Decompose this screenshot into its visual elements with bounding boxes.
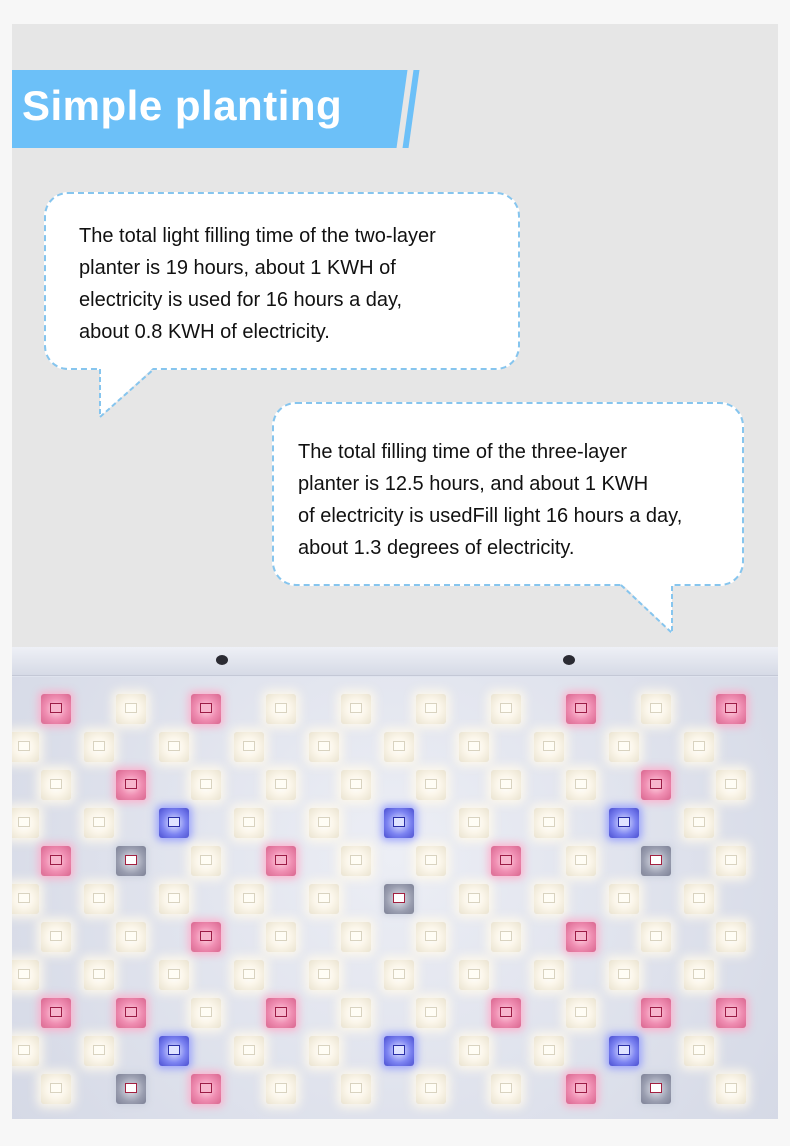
led-white — [459, 732, 489, 762]
led-white — [716, 846, 746, 876]
led-chip — [125, 855, 137, 865]
led-white — [416, 694, 446, 724]
bubble-tail — [92, 367, 162, 422]
led-white — [534, 960, 564, 990]
led-red — [191, 1074, 221, 1104]
led-chip — [18, 1045, 30, 1055]
led-chip — [468, 817, 480, 827]
led-chip — [425, 931, 437, 941]
led-chip — [500, 1083, 512, 1093]
led-ir — [116, 846, 146, 876]
led-white — [41, 770, 71, 800]
led-chip — [350, 855, 362, 865]
led-chip — [693, 817, 705, 827]
led-chip — [200, 931, 212, 941]
led-white — [566, 998, 596, 1028]
led-chip — [500, 703, 512, 713]
led-white — [12, 732, 39, 762]
page-title: Simple planting — [22, 82, 343, 129]
led-chip — [468, 741, 480, 751]
led-grow-light-panel — [12, 647, 778, 1119]
led-chip — [200, 703, 212, 713]
led-white — [609, 960, 639, 990]
led-white — [684, 732, 714, 762]
led-chip — [575, 703, 587, 713]
led-chip — [725, 855, 737, 865]
led-chip — [650, 779, 662, 789]
led-chip — [125, 1007, 137, 1017]
led-red — [41, 846, 71, 876]
led-chip — [500, 855, 512, 865]
led-blue — [609, 808, 639, 838]
led-chip — [93, 1045, 105, 1055]
led-chip — [350, 1083, 362, 1093]
led-chip — [425, 855, 437, 865]
led-chip — [275, 855, 287, 865]
led-chip — [575, 931, 587, 941]
led-white — [684, 960, 714, 990]
led-chip — [50, 703, 62, 713]
led-chip — [200, 1083, 212, 1093]
led-white — [491, 1074, 521, 1104]
bubble-tail — [617, 583, 677, 638]
led-red — [266, 998, 296, 1028]
led-chip — [125, 703, 137, 713]
led-white — [341, 770, 371, 800]
led-chip — [575, 1083, 587, 1093]
led-chip — [575, 1007, 587, 1017]
led-chip — [650, 855, 662, 865]
led-chip — [168, 893, 180, 903]
led-chip — [618, 893, 630, 903]
led-red — [641, 770, 671, 800]
bubble-line: planter is 19 hours, about 1 KWH of — [79, 257, 396, 279]
led-chip — [575, 779, 587, 789]
led-white — [41, 922, 71, 952]
led-white — [84, 1036, 114, 1066]
led-chip — [200, 779, 212, 789]
led-chip — [575, 855, 587, 865]
led-chip — [93, 893, 105, 903]
led-chip — [543, 969, 555, 979]
led-chip — [18, 893, 30, 903]
led-white — [459, 1036, 489, 1066]
led-white — [491, 694, 521, 724]
led-chip — [725, 1083, 737, 1093]
led-chip — [50, 855, 62, 865]
led-white — [116, 922, 146, 952]
bubble-line: electricity is used for 16 hours a day, — [79, 289, 403, 311]
led-chip — [18, 969, 30, 979]
led-white — [566, 770, 596, 800]
led-chip — [693, 741, 705, 751]
led-chip — [243, 893, 255, 903]
led-white — [341, 846, 371, 876]
led-white — [341, 1074, 371, 1104]
led-chip — [543, 1045, 555, 1055]
led-chip — [393, 817, 405, 827]
led-red — [41, 998, 71, 1028]
led-white — [341, 998, 371, 1028]
led-white — [159, 732, 189, 762]
led-chip — [543, 817, 555, 827]
led-white — [384, 732, 414, 762]
led-white — [641, 922, 671, 952]
led-chip — [125, 779, 137, 789]
led-chip — [425, 1083, 437, 1093]
led-white — [684, 808, 714, 838]
led-chip — [650, 931, 662, 941]
led-white — [341, 922, 371, 952]
led-red — [566, 694, 596, 724]
led-chip — [50, 931, 62, 941]
led-red — [491, 846, 521, 876]
led-red — [116, 770, 146, 800]
led-chip — [318, 893, 330, 903]
led-white — [416, 846, 446, 876]
led-chip — [93, 817, 105, 827]
led-chip — [693, 969, 705, 979]
screw-icon — [563, 655, 575, 665]
screw-icon — [216, 655, 228, 665]
led-white — [159, 960, 189, 990]
led-white — [684, 1036, 714, 1066]
bubble-line: about 1.3 degrees of electricity. — [298, 537, 575, 559]
led-white — [12, 808, 39, 838]
led-chip — [543, 893, 555, 903]
led-chip — [275, 931, 287, 941]
led-chip — [168, 969, 180, 979]
led-chip — [500, 779, 512, 789]
led-blue — [159, 808, 189, 838]
led-chip — [693, 1045, 705, 1055]
led-red — [641, 998, 671, 1028]
led-chip — [393, 969, 405, 979]
led-white — [266, 694, 296, 724]
info-bubble-two-layer — [44, 192, 520, 370]
led-white — [609, 732, 639, 762]
led-white — [84, 960, 114, 990]
led-white — [491, 922, 521, 952]
led-white — [309, 732, 339, 762]
bubble-line: planter is 12.5 hours, and about 1 KWH — [298, 473, 649, 495]
led-chip — [425, 1007, 437, 1017]
product-image-frame — [12, 24, 778, 1119]
led-chip — [725, 703, 737, 713]
led-chip — [350, 1007, 362, 1017]
led-chip — [125, 931, 137, 941]
bubble-line: The total filling time of the three-layer — [298, 441, 628, 463]
led-white — [159, 884, 189, 914]
led-chip — [393, 741, 405, 751]
led-white — [534, 808, 564, 838]
led-chip — [125, 1083, 137, 1093]
led-white — [716, 922, 746, 952]
bubble-line: about 0.8 KWH of electricity. — [79, 321, 330, 343]
led-white — [84, 884, 114, 914]
led-red — [716, 998, 746, 1028]
led-white — [534, 884, 564, 914]
led-chip — [93, 741, 105, 751]
led-white — [716, 770, 746, 800]
led-white — [384, 960, 414, 990]
led-white — [459, 960, 489, 990]
bubble-line: The total light filling time of the two-layer — [79, 225, 436, 247]
led-red — [566, 922, 596, 952]
led-chip — [468, 969, 480, 979]
led-chip — [168, 1045, 180, 1055]
led-white — [609, 884, 639, 914]
led-chip — [18, 817, 30, 827]
led-white — [12, 960, 39, 990]
led-white — [84, 732, 114, 762]
led-chip — [93, 969, 105, 979]
led-white — [234, 808, 264, 838]
led-white — [459, 884, 489, 914]
led-white — [41, 1074, 71, 1104]
info-bubble-three-layer — [272, 402, 744, 586]
bubble-line: of electricity is usedFill light 16 hours a day, — [298, 505, 683, 527]
led-chip — [468, 893, 480, 903]
led-white — [416, 1074, 446, 1104]
led-chip — [650, 1083, 662, 1093]
led-blue — [384, 1036, 414, 1066]
led-white — [191, 770, 221, 800]
led-red — [191, 694, 221, 724]
led-chip — [618, 741, 630, 751]
led-chip — [500, 1007, 512, 1017]
led-white — [12, 1036, 39, 1066]
led-blue — [384, 808, 414, 838]
led-red — [716, 694, 746, 724]
led-white — [309, 960, 339, 990]
led-red — [41, 694, 71, 724]
led-chip — [318, 817, 330, 827]
led-chip — [393, 1045, 405, 1055]
led-chip — [650, 703, 662, 713]
led-white — [641, 694, 671, 724]
led-chip — [318, 741, 330, 751]
led-ir — [116, 1074, 146, 1104]
led-chip — [618, 1045, 630, 1055]
led-chip — [318, 1045, 330, 1055]
led-chip — [18, 741, 30, 751]
led-chip — [275, 1083, 287, 1093]
led-chip — [725, 1007, 737, 1017]
led-chip — [168, 741, 180, 751]
led-white — [534, 1036, 564, 1066]
led-white — [566, 846, 596, 876]
led-red — [266, 846, 296, 876]
led-chip — [275, 703, 287, 713]
led-chip — [200, 1007, 212, 1017]
led-white — [416, 770, 446, 800]
led-chip — [50, 1007, 62, 1017]
panel-top-strip — [12, 647, 778, 676]
led-chip — [543, 741, 555, 751]
led-chip — [275, 1007, 287, 1017]
led-chip — [393, 893, 405, 903]
led-white — [116, 694, 146, 724]
led-chip — [725, 931, 737, 941]
led-white — [266, 922, 296, 952]
led-white — [234, 732, 264, 762]
led-white — [234, 960, 264, 990]
led-chip — [243, 741, 255, 751]
led-chip — [618, 817, 630, 827]
led-chip — [425, 779, 437, 789]
led-chip — [468, 1045, 480, 1055]
title-banner — [12, 70, 382, 148]
led-chip — [618, 969, 630, 979]
led-white — [191, 846, 221, 876]
led-chip — [318, 969, 330, 979]
led-red — [116, 998, 146, 1028]
led-white — [684, 884, 714, 914]
led-chip — [500, 931, 512, 941]
led-chip — [725, 779, 737, 789]
led-white — [716, 1074, 746, 1104]
led-ir — [641, 1074, 671, 1104]
led-ir — [641, 846, 671, 876]
led-white — [191, 998, 221, 1028]
led-chip — [350, 703, 362, 713]
led-chip — [200, 855, 212, 865]
led-white — [12, 884, 39, 914]
led-chip — [350, 779, 362, 789]
led-white — [309, 884, 339, 914]
led-blue — [609, 1036, 639, 1066]
led-chip — [50, 779, 62, 789]
led-chip — [693, 893, 705, 903]
led-blue — [159, 1036, 189, 1066]
led-white — [459, 808, 489, 838]
led-chip — [243, 1045, 255, 1055]
led-chip — [275, 779, 287, 789]
led-white — [234, 884, 264, 914]
led-white — [266, 770, 296, 800]
led-chip — [243, 817, 255, 827]
led-white — [266, 1074, 296, 1104]
led-white — [234, 1036, 264, 1066]
led-red — [191, 922, 221, 952]
led-white — [309, 1036, 339, 1066]
led-white — [416, 998, 446, 1028]
led-white — [341, 694, 371, 724]
led-red — [491, 998, 521, 1028]
led-white — [416, 922, 446, 952]
led-ir — [384, 884, 414, 914]
led-white — [534, 732, 564, 762]
led-grid — [12, 677, 778, 1119]
led-white — [491, 770, 521, 800]
led-chip — [650, 1007, 662, 1017]
led-white — [84, 808, 114, 838]
led-white — [309, 808, 339, 838]
led-chip — [50, 1083, 62, 1093]
led-chip — [350, 931, 362, 941]
led-chip — [168, 817, 180, 827]
led-chip — [243, 969, 255, 979]
led-red — [566, 1074, 596, 1104]
led-chip — [425, 703, 437, 713]
